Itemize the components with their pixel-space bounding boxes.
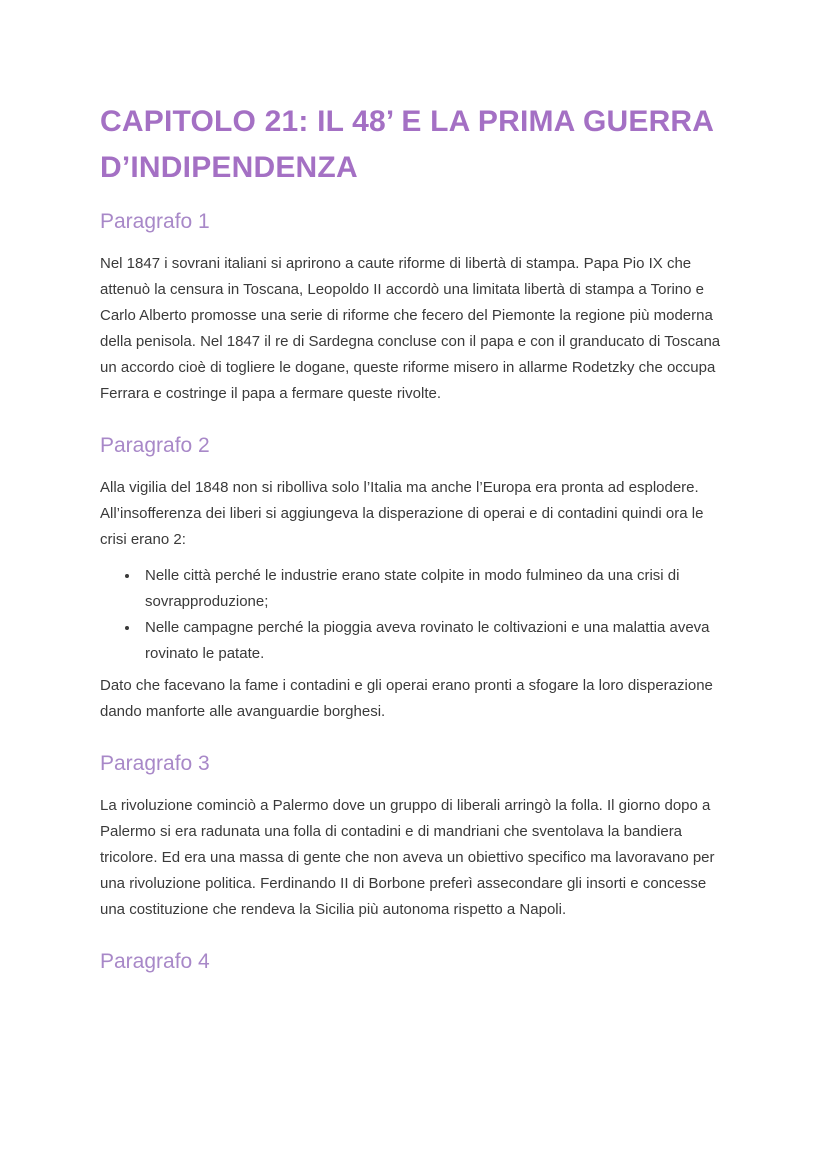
bullet-item: • Nelle città perché le industrie erano state colpite in modo fulmineo da una crisi di sovrapproduzione; (140, 563, 728, 615)
section-paragrafo-2 (100, 433, 728, 725)
bullet-item: • Nelle campagne perché la pioggia aveva rovinato le coltivazioni e una malattia aveva rovinato le patate. (140, 615, 728, 667)
section-paragrafo-4 (100, 949, 728, 975)
bullet-list (100, 563, 728, 667)
section-heading: Paragrafo 1 (100, 210, 210, 233)
paragraph-text: Nel 1847 i sovrani italiani si aprirono a caute riforme di libertà di stampa. Papa Pio IX che attenuò la censura in Toscana, Leopoldo II accordò una limitata libertà di stampa a Torino e Carlo Alberto promosse una serie di riforme che fecero del Piemonte la regione più moderna della penisola. Nel 1847 il re di Sardegna concluse con il papa e con il granducato di Toscana un accordo cioè di togliere le dogane, queste riforme misero in allarme Rodetzky che occupa Ferrara e costringe il papa a fermare queste rivolte. (100, 255, 721, 402)
section-heading: Paragrafo 3 (100, 752, 210, 775)
section-heading: Paragrafo 4 (100, 950, 210, 973)
section-paragrafo-1 (100, 209, 728, 407)
paragraph-text: La rivoluzione cominciò a Palermo dove un gruppo di liberali arringò la folla. Il giorno dopo a Palermo si era radunata una folla di contadini e di mandriani che sventolava la bandiera tricolore. Ed era una massa di gente che non aveva un obiettivo specifico ma lavoravano per una rivoluzione politica. Ferdinando II di Borbone preferì assecondare gli insorti e concesse una costituzione che rendeva la Sicilia più autonoma rispetto a Napoli. (100, 797, 715, 918)
chapter-title: CAPITOLO 21: IL 48’ E LA PRIMA GUERRA D’INDIPENDENZA (100, 105, 714, 184)
paragraph-text: Dato che facevano la fame i contadini e gli operai erano pronti a sfogare la loro disperazione dando manforte alle avanguardie borghesi. (100, 677, 713, 720)
paragraph-text: Alla vigilia del 1848 non si ribolliva solo l’Italia ma anche l’Europa era pronta ad esplodere. All’insofferenza dei liberi si aggiungeva la disperazione di operai e di contadini quindi ora le crisi erano 2: (100, 479, 704, 548)
section-paragrafo-3 (100, 751, 728, 923)
section-heading: Paragrafo 2 (100, 434, 210, 457)
